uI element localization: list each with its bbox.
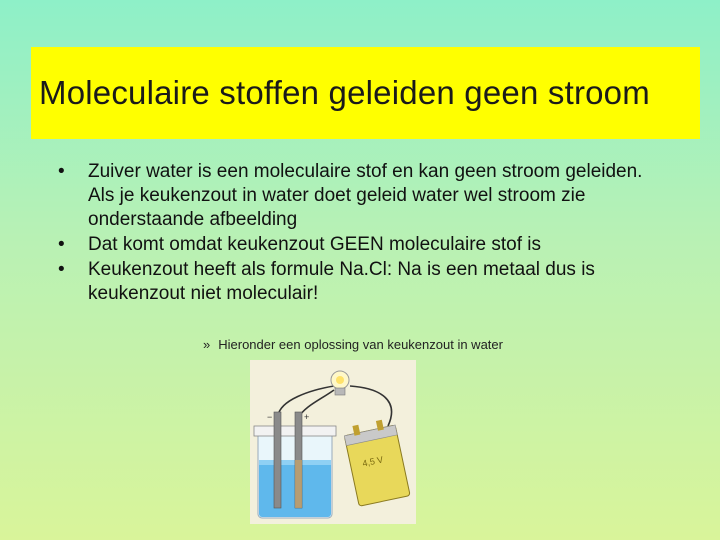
light-bulb-icon bbox=[331, 371, 349, 395]
slide-title: Moleculaire stoffen geleiden geen stroom bbox=[39, 74, 650, 111]
sub-bullet-text: Hieronder een oplossing van keukenzout in water bbox=[218, 337, 503, 352]
electrode-right-icon bbox=[295, 412, 302, 508]
conductivity-diagram bbox=[250, 360, 416, 524]
wire-right bbox=[350, 386, 392, 426]
plus-label: + bbox=[304, 412, 310, 422]
battery-icon bbox=[343, 417, 410, 506]
bullet-text: Keukenzout heeft als formule Na.Cl: Na is een metaal dus is keukenzout niet moleculair! bbox=[88, 259, 595, 304]
minus-label: − bbox=[267, 412, 273, 422]
bullet-item bbox=[58, 233, 658, 257]
conductivity-illustration bbox=[250, 360, 416, 524]
bullet-icon: • bbox=[58, 259, 65, 280]
bullet-icon: • bbox=[58, 234, 65, 255]
electrode-left-icon bbox=[274, 412, 281, 508]
bullet-item bbox=[58, 258, 658, 306]
bullet-list bbox=[58, 160, 658, 307]
bullet-icon: • bbox=[58, 161, 65, 182]
sub-bullet bbox=[203, 337, 503, 352]
title-box bbox=[31, 47, 700, 139]
bullet-item bbox=[58, 160, 658, 232]
bullet-text: Zuiver water is een moleculaire stof en kan geen stroom geleiden. Als je keukenzout in water doet geleid water wel stroom zie onderstaande afbeelding bbox=[88, 161, 643, 230]
sub-bullet-icon: » bbox=[203, 337, 211, 352]
battery-label: 4,5 V bbox=[361, 454, 385, 469]
bullet-text: Dat komt omdat keukenzout GEEN moleculaire stof is bbox=[88, 234, 542, 255]
